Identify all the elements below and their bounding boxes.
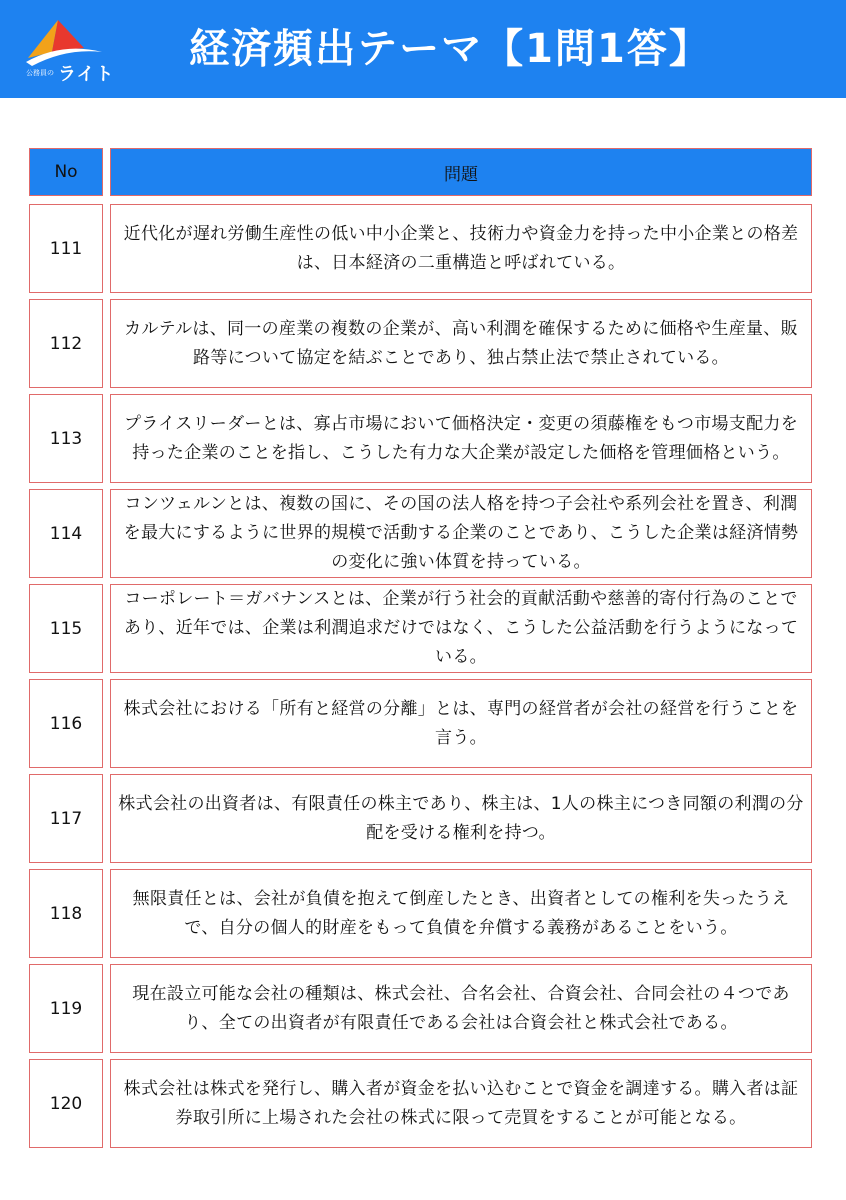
row-number: 114 xyxy=(29,489,103,578)
logo-small-text: 公務員の xyxy=(26,69,54,77)
row-question: 無限責任とは、会社が負債を抱えて倒産したとき、出資者としての権利を失ったうえで、自分の個人的財産をもって負債を弁償する義務があることをいう。 xyxy=(110,869,812,958)
row-number: 120 xyxy=(29,1059,103,1148)
logo-brand-text: ライト xyxy=(58,64,115,85)
row-number: 118 xyxy=(29,869,103,958)
row-number: 115 xyxy=(29,584,103,673)
row-question: 近代化が遅れ労働生産性の低い中小企業と、技術力や資金力を持った中小企業との格差は、日本経済の二重構造と呼ばれている。 xyxy=(110,204,812,293)
row-question: コーポレート＝ガバナンスとは、企業が行う社会的貢献活動や慈善的寄付行為のことであり、近年では、企業は利潤追求だけではなく、こうした公益活動を行うようになっている。 xyxy=(110,584,812,673)
row-number: 116 xyxy=(29,679,103,768)
page-title: 経済頻出テーマ【1問1答】 xyxy=(189,26,711,72)
row-question: プライスリーダーとは、寡占市場において価格決定・変更の須藤権をもつ市場支配力を持った企業のことを指し、こうした有力な大企業が設定した価格を管理価格という。 xyxy=(110,394,812,483)
row-question: 現在設立可能な会社の種類は、株式会社、合名会社、合資会社、合同会社の４つであり、全ての出資者が有限責任である会社は合資会社と株式会社である。 xyxy=(110,964,812,1053)
row-number: 117 xyxy=(29,774,103,863)
logo[interactable] xyxy=(22,18,115,85)
row-question: 株式会社の出資者は、有限責任の株主であり、株主は、1人の株主につき同額の利潤の分配を受ける権利を持つ。 xyxy=(110,774,812,863)
row-number: 112 xyxy=(29,299,103,388)
header-bar xyxy=(0,0,846,98)
row-number: 119 xyxy=(29,964,103,1053)
column-header-no: No xyxy=(29,148,103,196)
row-number: 113 xyxy=(29,394,103,483)
row-number: 111 xyxy=(29,204,103,293)
row-question: 株式会社は株式を発行し、購入者が資金を払い込むことで資金を調達する。購入者は証券取引所に上場された会社の株式に限って売買をすることが可能となる。 xyxy=(110,1059,812,1148)
row-question: コンツェルンとは、複数の国に、その国の法人格を持つ子会社や系列会社を置き、利潤を最大にするように世界的規模で活動する企業のことであり、こうした企業は経済情勢の変化に強い体質を持っている。 xyxy=(110,489,812,578)
row-question: 株式会社における「所有と経営の分離」とは、専門の経営者が会社の経営を行うことを言う。 xyxy=(110,679,812,768)
column-header-question: 問題 xyxy=(110,148,812,196)
row-question: カルテルは、同一の産業の複数の企業が、高い利潤を確保するために価格や生産量、販路等について協定を結ぶことであり、独占禁止法で禁止されている。 xyxy=(110,299,812,388)
